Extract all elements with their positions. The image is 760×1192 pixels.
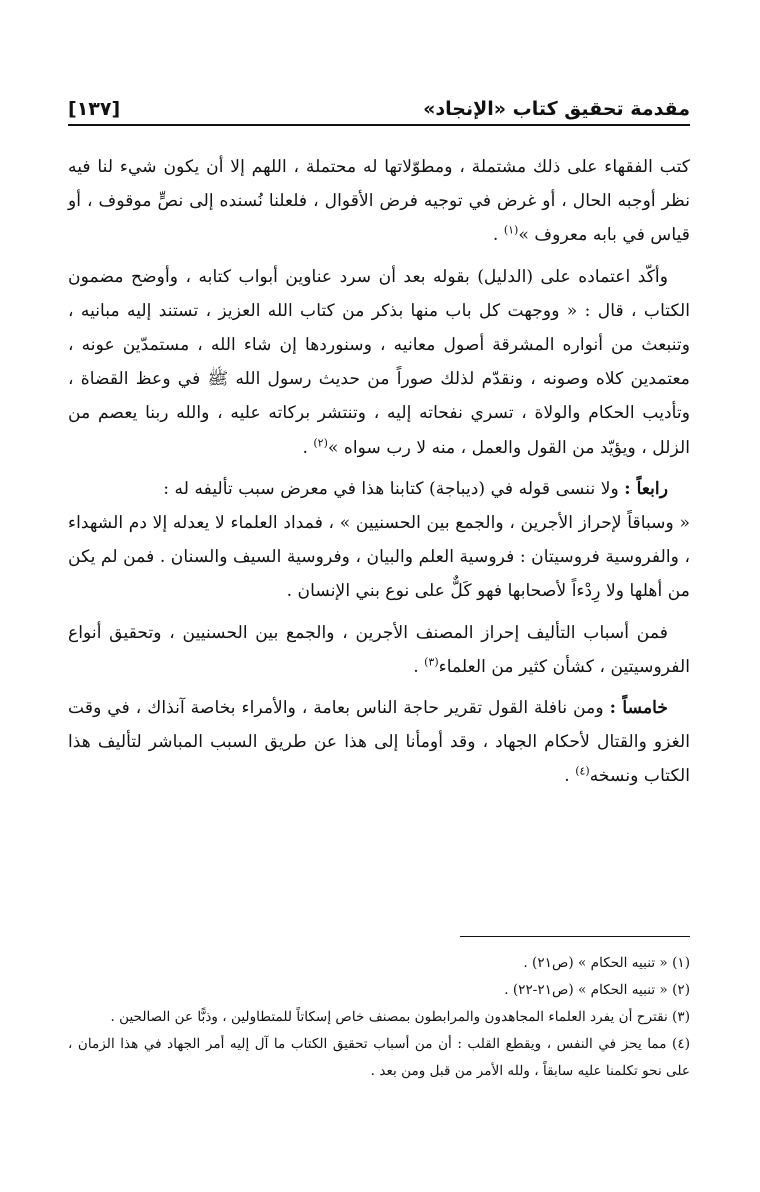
running-title: مقدمة تحقيق كتاب «الإنجاد» [423, 98, 690, 120]
footnote-ref: (٢) [313, 435, 328, 449]
paragraph [68, 472, 690, 506]
paragraph-text: ومن نافلة القول تقرير حاجة الناس بعامة ، والأمراء بخاصة آنذاك ، في وقت الغزو والقتال لأحكام الجهاد ، وقد أومأنا إلى هذا عن طريق السبب المباشر لتأليف هذا الكتاب ونسخه [68, 698, 690, 787]
paragraph-text: وأكّد اعتماده على (الدليل) بقوله بعد أن سرد عناوين أبواب كتابه ، وأوضح مضمون الكتاب ، قال : « ووجهت كل باب منها بذكر من كتاب الله العزيز ، تستند إليه مبانيه ، وتنبعث من أنواره المشرقة أصول معانيه ، وسنوردها إن شاء الله ، مستمدّين عونه ، معتمدين كلاه وصونه ، ونقدّم لذلك صوراً من حديث رسول الله ﷺ في وعظ القضاة ، وتأديب الحكام والولاة ، تسري نفحاته إليه ، وتنتشر بركاته عليه ، والله ربنا يعصم من الزلل ، ويؤيّد من القول والعمل ، منه لا رب سواه » [68, 266, 690, 458]
footnote-ref: (٤) [575, 764, 590, 778]
footnote: (٣) نقترح أن يفرد العلماء المجاهدون والمرابطون بمصنف خاص إسكاتاً للمتطاولين ، وذبًّا عن الصالحين . [110, 1009, 690, 1025]
footnotes [68, 950, 690, 1085]
section-label: خامساً : [609, 698, 669, 719]
paragraph-text: ولا ننسى قوله في (ديباجة) كتابنا هذا في معرض سبب تأليفه له : [163, 478, 619, 499]
header-rule [68, 124, 690, 126]
page-number: [١٣٧] [68, 98, 121, 120]
page-header [68, 86, 690, 120]
paragraph [68, 506, 690, 609]
section-label: رابعاً : [624, 478, 668, 499]
footnote: (٢) « تنبيه الحكام » (ص٢١-٢٢) . [504, 982, 690, 998]
paragraph: كتب الفقهاء على ذلك مشتملة ، ومطوّلاتها له محتملة ، اللهم إلا أن يكون شيء لنا فيه نظر أوجبه الحال ، أو غرض في توجيه فرض الأقوال ، فلعلنا نُسنده إلى نصٍّ موقوف ، أو قياس في بابه معروف »$^{(١)}$ . [68, 157, 690, 246]
paragraph-text: كتب الفقهاء على ذلك مشتملة ، ومطوّلاتها له محتملة ، اللهم إلا أن يكون شيء لنا فيه نظر أوجبه الحال ، أو غرض في توجيه فرض الأقوال ، فلعلنا نُسنده إلى نصٍّ موقوف ، أو قياس في بابه معروف » [68, 157, 690, 246]
paragraph-text: فمن أسباب التأليف إحراز المصنف الأجرين ، والجمع بين الحسنيين ، وتحقيق أنواع الفروسيتين ، كشأن كثير من العلماء [68, 622, 690, 677]
paragraph: وأكّد اعتماده على (الدليل) بقوله بعد أن سرد عناوين أبواب كتابه ، وأوضح مضمون الكتاب ، قال : « ووجهت كل باب منها بذكر من كتاب الله العزيز ، تستند إليه مبانيه ، وتنبعث من أنواره المشرقة أصول معانيه ، وسنوردها إن شاء الله ، مستمدّين عونه ، معتمدين كلاه وصونه ، ونقدّم لذلك صوراً من حديث رسول الله ﷺ في وعظ القضاة ، وتأديب الحكام والولاة ، تسري نفحاته إليه ، وتنتشر بركاته عليه ، والله ربنا يعصم من الزلل ، ويؤيّد من القول والعمل ، منه لا رب سواه »$^{(٢)}$ . [68, 266, 690, 458]
paragraph: فمن أسباب التأليف إحراز المصنف الأجرين ، والجمع بين الحسنيين ، وتحقيق أنواع الفروسيتين ، كشأن كثير من العلماء$^{(٣)}$ . [68, 622, 690, 677]
footnote: (١) « تنبيه الحكام » (ص٢١) . [523, 955, 690, 971]
main-text [68, 150, 690, 794]
footnote-ref: (٣) [424, 655, 439, 669]
footnote: (٤) مما يحز في النفس ، ويقطع القلب : أن من أسباب تحقيق الكتاب ما آل إليه أمر الجهاد في هذا الزمان ، على نحو تكلمنا عليه سابقاً ، ولله الأمر من قبل ومن بعد . [68, 1036, 690, 1079]
footnote-ref: (١) [503, 223, 519, 237]
paragraph: خامساً : ومن نافلة القول تقرير حاجة الناس بعامة ، والأمراء بخاصة آنذاك ، في وقت الغزو والقتال لأحكام الجهاد ، وقد أومأنا إلى هذا عن طريق السبب المباشر لتأليف هذا الكتاب ونسخه$^{(٤)}$ . [68, 698, 690, 787]
paragraph-text: « وسباقاً لإحراز الأجرين ، والجمع بين الحسنيين » ، فمداد العلماء لا يعدله إلا دم الشهداء ، والفروسية فروسيتان : فروسية العلم والبيان ، وفروسية السيف والسنان . فمن لم يكن من أهلها ولا رِدْءاً لأصحابها فهو كَلٌّ على نوع بني الإنسان . [68, 513, 690, 602]
footnote-separator [460, 936, 690, 937]
